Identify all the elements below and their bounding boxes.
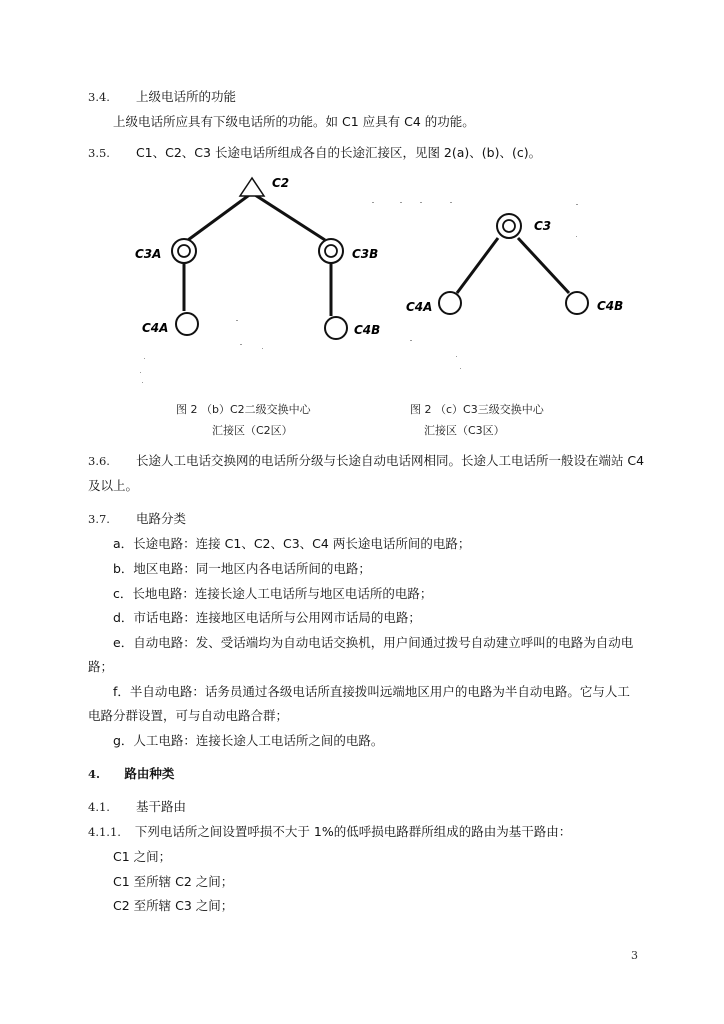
label-c4a: C4A	[406, 300, 433, 314]
caption-b-line1: 图 2 （b）C2二级交换中心	[176, 403, 311, 416]
section-text: 下列电话所之间设置呼损不大于 1%的低呼损电路群所组成的路由为基干路由：	[134, 824, 572, 839]
page-number: 3	[631, 949, 638, 962]
node-c3	[497, 214, 521, 238]
list-item: C1 至所辖 C2 之间；	[113, 874, 234, 889]
node-c3b	[319, 239, 343, 263]
section-text: C1、C2、C3 长途电话所组成各自的长途汇接区，见图 2(a)、(b)、(c)。	[135, 145, 542, 160]
section-title: 上级电话所的功能	[135, 89, 236, 104]
list-item-a: a．长途电路：连接 C1、C2、C3、C4 两长途电话所间的电路；	[113, 536, 471, 551]
node-c4b-circle-icon	[325, 317, 347, 339]
section-3-5	[88, 145, 541, 161]
link-c2-c3a	[188, 193, 252, 240]
caption-c-line2: 汇接区（C3区）	[424, 424, 505, 437]
node-c4a-circle-icon	[176, 313, 198, 335]
section-number: 3.6.	[88, 454, 110, 468]
list-item-b: b．地区电路：同一地区内各电话所间的电路；	[113, 561, 371, 576]
list-item-f-cont: 电路分群设置，可与自动电路合群；	[88, 708, 289, 723]
double-circle-outer-icon	[319, 239, 343, 263]
section-3-6	[88, 453, 644, 469]
list-item: C1 之间；	[113, 849, 172, 864]
section-4-heading	[88, 766, 174, 782]
section-number: 4.1.	[88, 800, 110, 814]
caption-c-line1: 图 2 （c）C3三级交换中心	[410, 403, 544, 416]
section-3-7-heading	[88, 511, 186, 527]
diagram-c	[457, 238, 569, 293]
section-title: 电路分类	[135, 511, 186, 526]
label-c3b: C3B	[352, 247, 379, 261]
section-number: 3.7.	[88, 512, 110, 526]
section-4-1-heading	[88, 799, 186, 815]
section-number: 4.1.1.	[88, 825, 121, 839]
section-title: 路由种类	[124, 766, 175, 781]
section-3-4-body: 上级电话所应具有下级电话所的功能。如 C1 应具有 C4 的功能。	[113, 114, 475, 129]
double-circle-outer-icon	[172, 239, 196, 263]
label-c4b: C4B	[354, 323, 381, 337]
section-text-line1: 长途人工电话交换网的电话所分级与长途自动电话网相同。长途人工电话所一般设在端站 C4	[135, 453, 645, 468]
double-circle-outer-icon	[497, 214, 521, 238]
label-c4a: C4A	[142, 321, 169, 335]
network-diagram-figure	[120, 168, 660, 443]
section-number: 4.	[88, 767, 101, 781]
list-item-e: e．自动电路：发、受话端均为自动电话交换机，用户间通过拨号自动建立呼叫的电路为自动电	[113, 635, 634, 650]
list-item: C2 至所辖 C3 之间；	[113, 898, 234, 913]
section-3-6-cont: 及以上。	[88, 478, 139, 493]
section-number: 3.4.	[88, 90, 110, 104]
section-3-4-heading	[88, 89, 236, 105]
list-item-g: g．人工电路：连接长途人工电话所之间的电路。	[113, 733, 384, 748]
label-c4b: C4B	[597, 299, 624, 313]
label-c3: C3	[534, 219, 552, 233]
node-c3a	[172, 239, 196, 263]
link-c3-c4b	[518, 238, 569, 293]
list-item-d: d．市话电路：连接地区电话所与公用网市话局的电路；	[113, 610, 421, 625]
node-c4a-circle-icon	[439, 292, 461, 314]
list-item-f: f．半自动电路：话务员通过各级电话所直接拨叫远端地区用户的电路为半自动电路。它与人工	[113, 684, 630, 699]
section-4-1-1	[88, 824, 571, 840]
link-c2-c3b	[252, 193, 325, 240]
link-c3-c4a	[457, 238, 498, 293]
diagram-b	[184, 193, 331, 316]
label-c2: C2	[272, 176, 290, 190]
caption-b-line2: 汇接区（C2区）	[212, 424, 293, 437]
list-item-e-cont: 路；	[88, 659, 114, 674]
label-c3a: C3A	[135, 247, 162, 261]
list-item-c: c．长地电路：连接长途人工电话所与地区电话所的电路；	[113, 586, 433, 601]
section-title: 基干路由	[135, 799, 186, 814]
c2-triangle-icon	[240, 178, 264, 196]
node-c4b-circle-icon	[566, 292, 588, 314]
section-number: 3.5.	[88, 146, 110, 160]
